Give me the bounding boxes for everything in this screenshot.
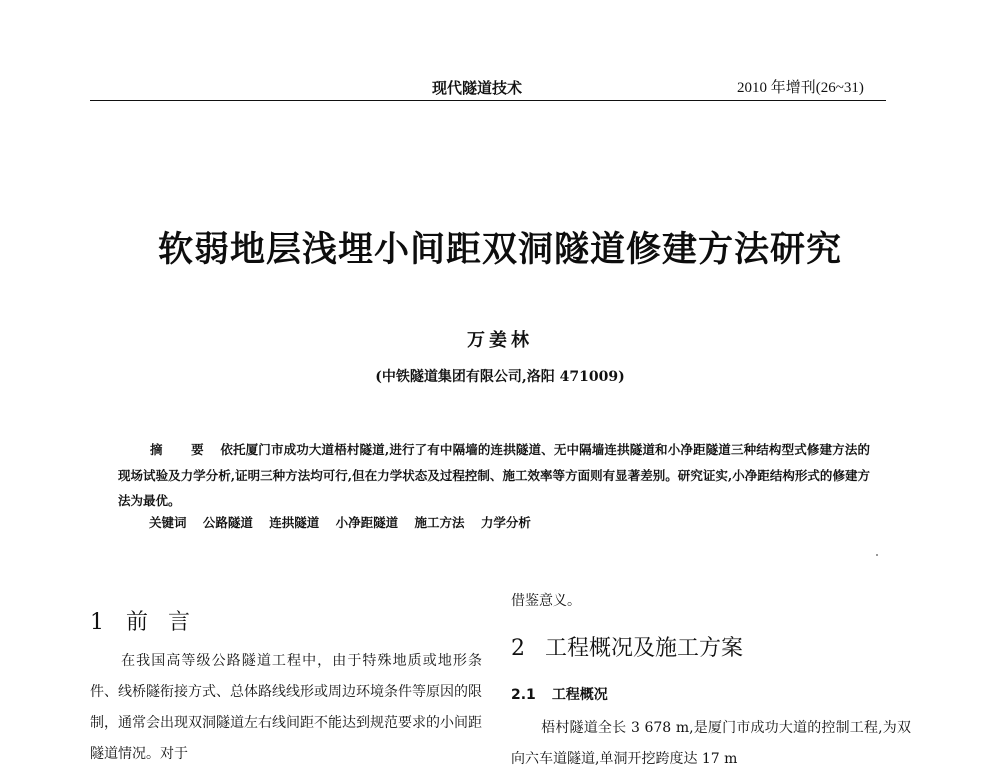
keywords	[149, 513, 531, 531]
keywords-label: 关键词	[149, 515, 187, 530]
section-title: 工程概况及施工方案	[545, 636, 744, 661]
issue-info: 2010 年增刊(26~31)	[737, 80, 864, 96]
keyword: 小净距隧道	[335, 515, 399, 530]
subsection-title: 工程概况	[551, 687, 608, 703]
section-2-heading	[511, 631, 743, 662]
section-1-heading	[90, 605, 210, 636]
paragraph-text: 在我国高等级公路隧道工程中，由于特殊地质或地形条件、线桥隧衔接方式、总体路线线形或周边环境条件等原因的限制，通常会出现双洞隧道左右线间距不能达到规范要求的小间距隧道情况。对于	[90, 653, 482, 762]
continued-text: 借鉴意义。	[511, 593, 581, 609]
paragraph-text: 梧村隧道全长 3 678 m,是厦门市成功大道的控制工程,为双向六车道隧道,单洞开挖跨度达 17 m	[511, 720, 911, 767]
keyword: 连拱隧道	[269, 515, 320, 530]
keyword: 公路隧道	[202, 515, 253, 530]
scan-speck	[876, 554, 878, 556]
subsection-2-1-heading	[511, 684, 608, 704]
abstract-text: 依托厦门市成功大道梧村隧道,进行了有中隔墙的连拱隧道、无中隔墙连拱隧道和小净距隧道三种结构型式修建方法的现场试验及力学分析,证明三种方法均可行,但在力学状态及过程控制、施工效率等方面则有显著差别。研究证实,小净距结构形式的修建方法为最优。	[118, 442, 870, 508]
keyword: 力学分析	[480, 515, 531, 530]
subsection-number: 2.1	[511, 687, 536, 703]
header-rule	[90, 100, 886, 101]
section-1-paragraph	[90, 646, 482, 770]
author-name: 万姜林	[467, 330, 533, 351]
abstract-label: 摘 要	[150, 442, 216, 457]
abstract	[118, 437, 870, 514]
section-title: 前言	[126, 610, 211, 635]
keyword: 施工方法	[414, 515, 465, 530]
author-affiliation: (中铁隧道集团有限公司,洛阳 471009)	[375, 369, 625, 385]
section-number: 2	[511, 636, 525, 661]
paper-title: 软弱地层浅埋小间距双洞隧道修建方法研究	[157, 229, 842, 270]
section-2-1-paragraph	[511, 713, 911, 775]
section-number: 1	[90, 610, 104, 635]
journal-name: 现代隧道技术	[432, 79, 523, 97]
